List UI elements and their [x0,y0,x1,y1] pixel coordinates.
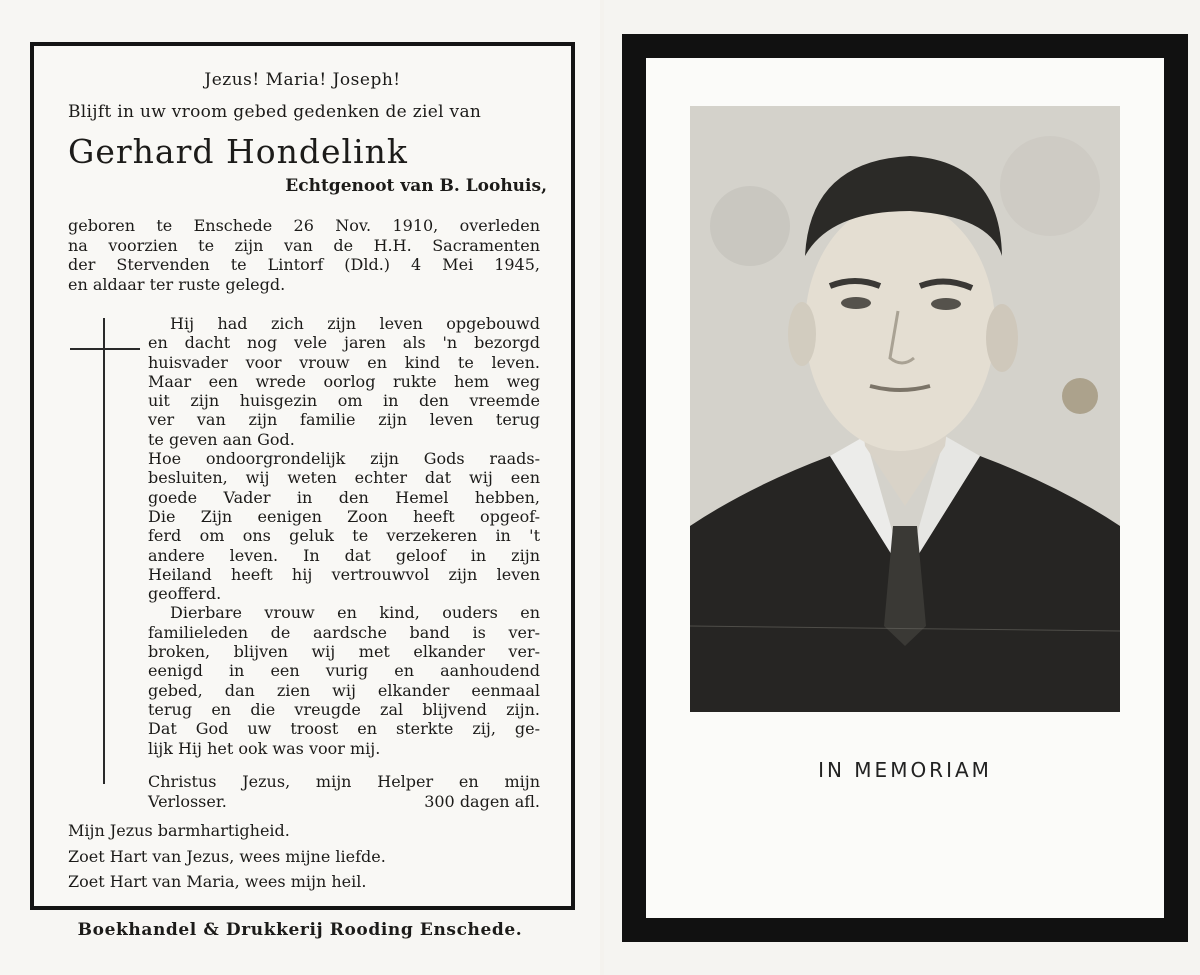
invocation: Jezus! Maria! Joseph! [204,70,401,90]
verse-line: huisvader voor vrouw en kind te leven. [148,352,540,372]
verse-line: gebed, dan zien wij elkander eenmaal [148,680,540,700]
verse-line: Hoe ondoorgrondelijk zijn Gods raads- [148,449,540,469]
right-card-inner [646,58,1164,918]
verse-line: andere leven. In dat geloof in zijn [148,545,540,565]
verse-line: Maar een wrede oorlog rukte hem weg [148,371,540,391]
prayer-line: Zoet Hart van Jezus, wees mijne liefde. [68,846,386,866]
verse-text [148,314,540,758]
verse-line: ferd om ons geluk te verzekeren in 't [148,526,540,546]
bio-line: geboren te Enschede 26 Nov. 1910, overleden [68,216,540,235]
verse-line: Heiland heeft hij vertrouwvol zijn leven [148,564,540,584]
left-card-frame [30,42,575,910]
cross-icon-horizontal [70,348,140,350]
closing-line [148,772,540,792]
spouse-line: Echtgenoot van B. Loohuis, [285,176,547,196]
verse-line: familieleden de aardsche band is ver- [148,622,540,642]
verse-line: besluiten, wij weten echter dat wij een [148,468,540,488]
verse-line: ver van zijn familie zijn leven terug [148,410,540,430]
bio-line: na voorzien te zijn van de H.H. Sacramenten [68,235,540,255]
verse-line: Die Zijn eenigen Zoon heeft opgeof- [148,506,540,526]
verse-line: te geven aan God. [148,429,295,449]
intro-line: Blijft in uw vroom gebed gedenken de ziel van [68,102,482,122]
verse-line: terug en die vreugde zal blijvend zijn. [148,699,540,719]
prayer-list [68,818,386,895]
cross-icon-vertical [103,318,105,784]
verse-line: Dat God uw troost en sterkte zij, ge- [148,719,540,739]
prayer-line: Zoet Hart van Maria, wees mijn heil. [68,872,367,891]
verse-line: goede Vader in den Hemel hebben, [148,487,540,507]
portrait-illustration [690,106,1120,712]
closing-text [148,772,540,811]
deceased-name: Gerhard Hondelink [68,132,408,171]
verse-line: en dacht nog vele jaren als 'n bezorgd [148,333,540,353]
in-memoriam-label: IN MEMORIAM [818,758,992,782]
bio-line: en aldaar ter ruste gelegd. [68,274,286,294]
verse-line: uit zijn huisgezin om in den vreemde [148,391,540,411]
closing-line-text: Christus Jezus, mijn Helper en mijn [148,772,540,791]
verse-line: lijk Hij het ook was voor mij. [148,738,381,758]
verse-line: Hij had zich zijn leven opgebouwd [170,314,540,333]
indulgence-note: 300 dagen afl. [424,791,540,811]
verse-line: broken, blijven wij met elkander ver- [148,642,540,662]
closing-line [148,792,540,812]
bio-paragraph [68,216,540,294]
right-card [604,0,1200,975]
mourning-border [622,34,1188,942]
prayer-line: Mijn Jezus barmhartigheid. [68,821,290,840]
verse-line: geofferd. [148,584,222,604]
printer-imprint: Boekhandel & Drukkerij Rooding Enschede. [77,920,523,940]
verse-line: Dierbare vrouw en kind, ouders en [170,603,540,623]
portrait-photo [690,106,1120,712]
closing-savior: Verlosser. [148,791,227,811]
verse-line: eenigd in een vurig en aanhoudend [148,661,540,681]
bio-line: der Stervenden te Lintorf (Dld.) 4 Mei 1945, [68,255,540,274]
